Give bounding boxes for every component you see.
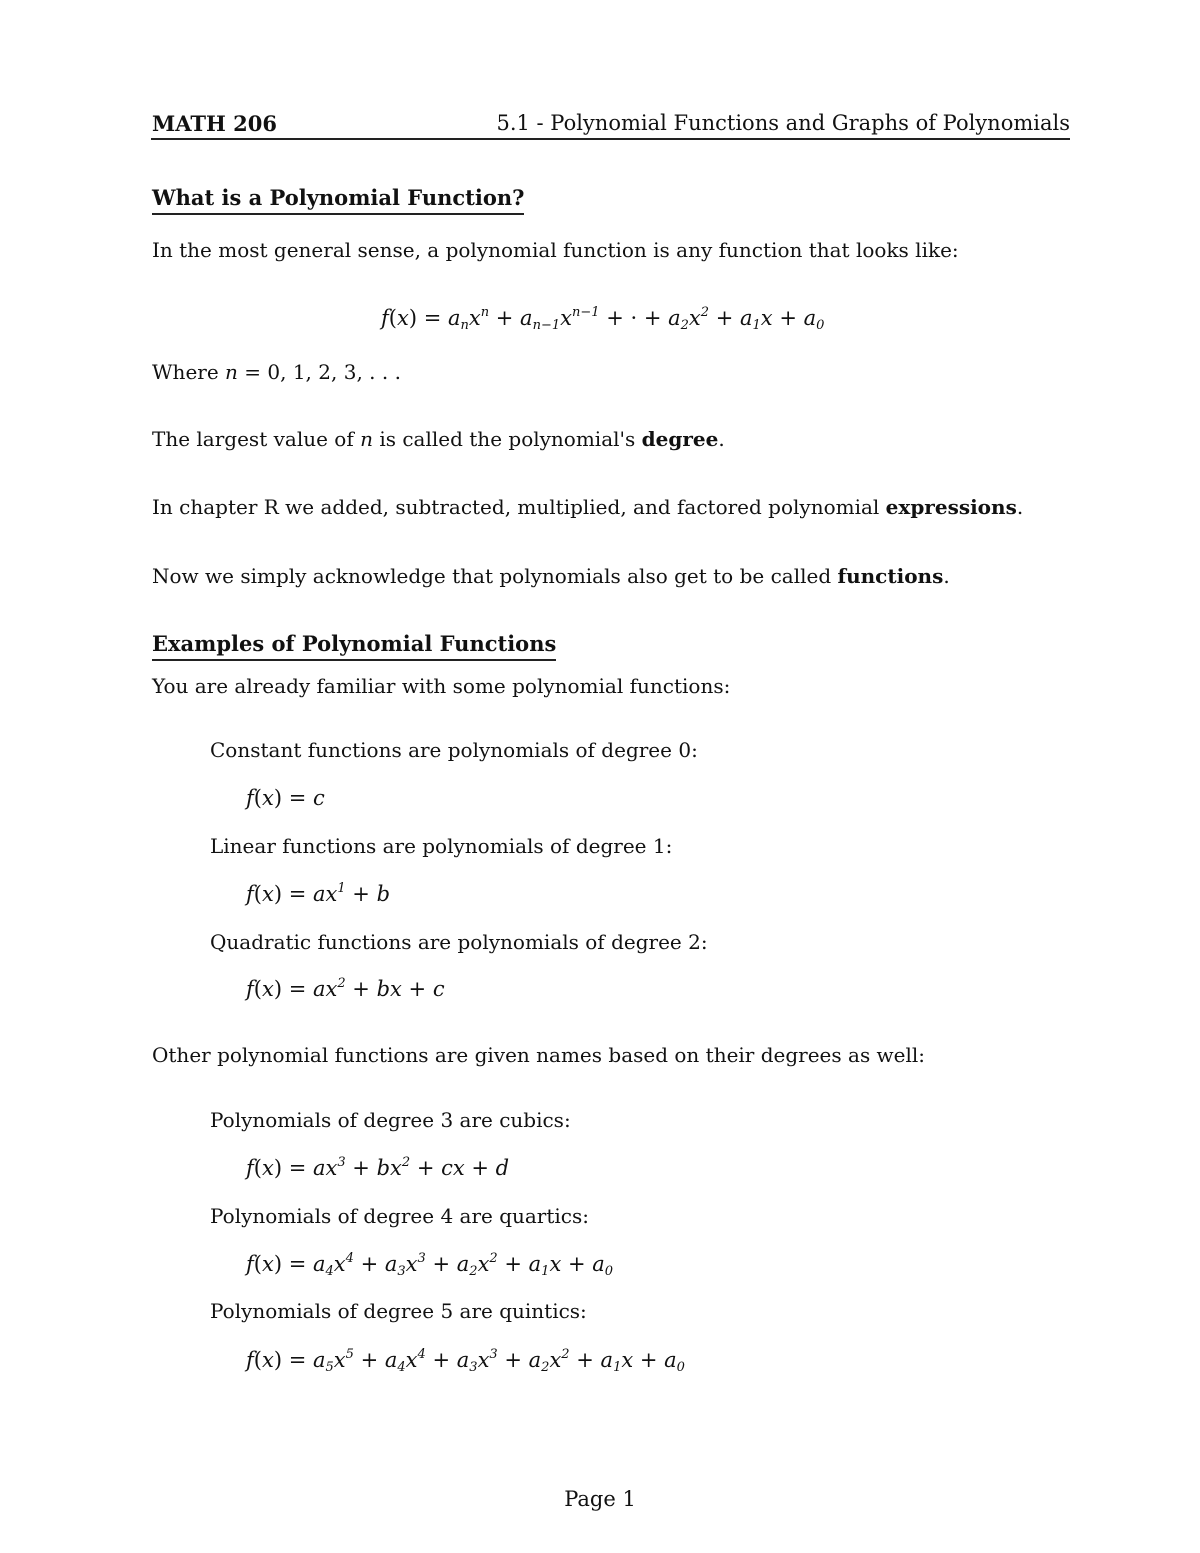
linear-formula: $f(x) = ax^1 + b$ <box>246 881 391 906</box>
quartic-formula: $f(x) = a_4x^4 + a_3x^3 + a_2x^2 + a_1x + a_0$ <box>246 1251 614 1279</box>
quadratic-functions-text: Quadratic functions are polynomials of degree 2: <box>210 930 708 954</box>
header-rule <box>151 138 1070 140</box>
quartic-text: Polynomials of degree 4 are quartics: <box>210 1204 590 1228</box>
quadratic-formula: $f(x) = ax^2$ + bx + c <box>246 976 445 1001</box>
chapter-r-line: In chapter R we added, subtracted, multiplied, and factored polynomial expressions. <box>152 495 1024 519</box>
general-polynomial-formula: $f(x) = a_nx^n + a_{n-1}x^{n-1}$ + · + $a_2x^2 + a_1x + a_0$ <box>381 305 825 333</box>
cubic-formula: $f(x) = ax^3 + bx^2$ + cx + d <box>246 1155 510 1180</box>
quintic-text: Polynomials of degree 5 are quintics: <box>210 1299 587 1323</box>
cubic-text: Polynomials of degree 3 are cubics: <box>210 1108 571 1132</box>
constant-functions-text: Constant functions are polynomials of degree 0: <box>210 738 698 762</box>
quintic-formula: $f(x) = a_5x^5 + a_4x^4 + a_3x^3 + a_2x^2 + a_1x + a_0$ <box>246 1347 685 1375</box>
linear-functions-text: Linear functions are polynomials of degree 1: <box>210 834 673 858</box>
page-number: Page 1 <box>564 1487 636 1511</box>
section-title: 5.1 - Polynomial Functions and Graphs of Polynomials <box>496 111 1070 135</box>
section-heading-examples: Examples of Polynomial Functions <box>152 631 556 661</box>
degree-definition: The largest value of n is called the polynomial's degree. <box>152 427 725 451</box>
intro-paragraph: In the most general sense, a polynomial function is any function that looks like: <box>152 238 959 262</box>
section-heading-what-is: What is a Polynomial Function? <box>152 185 524 215</box>
examples-intro: You are already familiar with some polynomial functions: <box>152 674 731 698</box>
where-line: Where n = 0, 1, 2, 3, . . . <box>152 360 401 384</box>
functions-line: Now we simply acknowledge that polynomials also get to be called functions. <box>152 564 950 588</box>
constant-formula: f(x) = c <box>246 786 325 810</box>
other-functions-text: Other polynomial functions are given names based on their degrees as well: <box>152 1043 926 1067</box>
course-title: MATH 206 <box>152 111 278 136</box>
